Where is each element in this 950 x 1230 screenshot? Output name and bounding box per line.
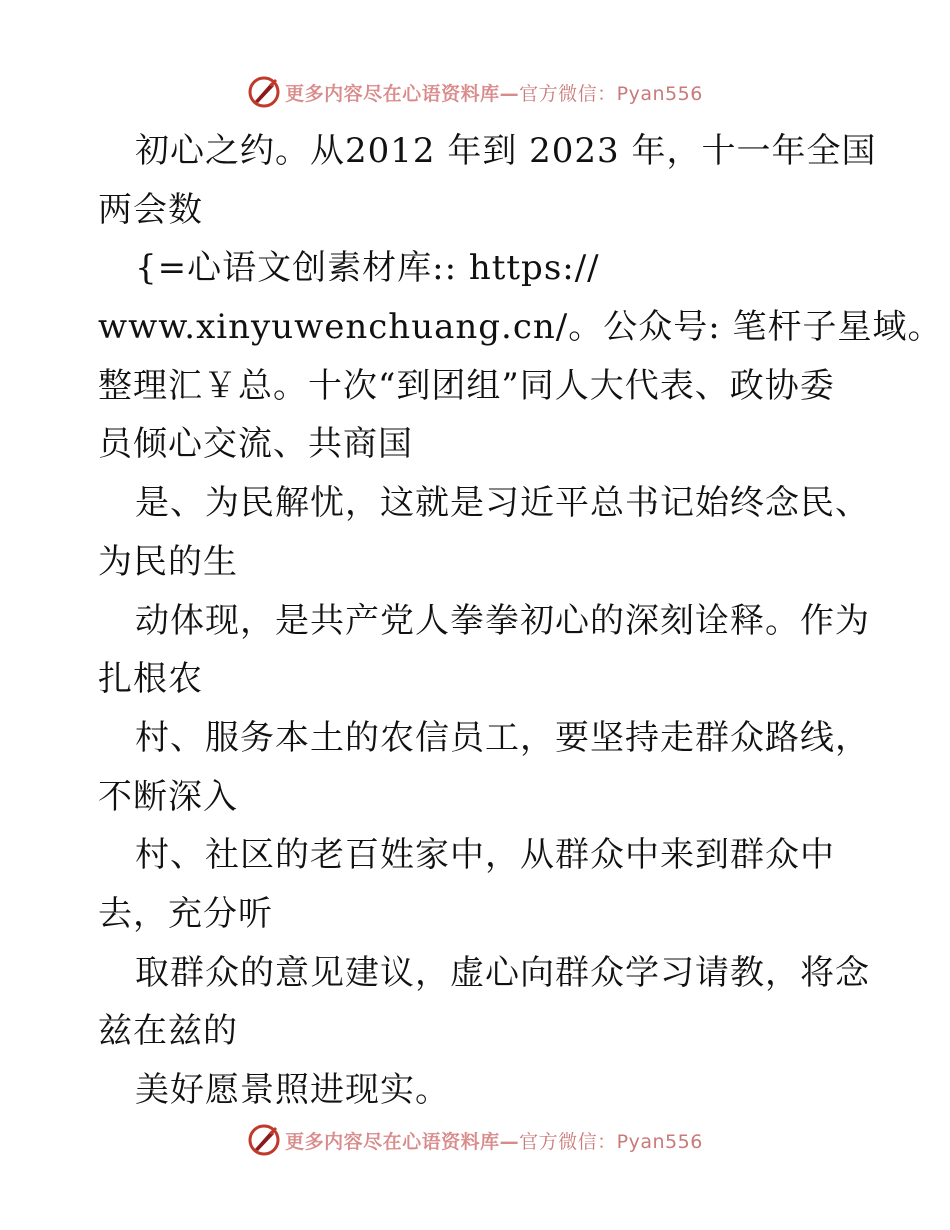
text-line: 兹在兹的 <box>98 1011 238 1052</box>
text-line: 村、社区的老百姓家中，从群众中来到群众中 <box>135 835 835 876</box>
text-line: 去，充分听 <box>98 893 273 934</box>
banner-text <box>285 1127 703 1154</box>
banner-wechat: 官方微信：Pyan556 <box>519 82 703 105</box>
banner-wechat: 官方微信：Pyan556 <box>519 1130 703 1153</box>
text-line: 扎根农 <box>98 659 203 700</box>
banner-text <box>285 79 703 106</box>
text-line: 是、为民解忧，这就是习近平总书记始终念民、 <box>135 483 870 524</box>
text-line: 村、服务本土的农信员工，要坚持走群众路线， <box>135 717 870 758</box>
text-line: www.xinyuwenchuang.cn/。公众号: 笔杆子星域。 <box>98 307 943 348</box>
text-line: 整理汇￥总。十次“到团组”同人大代表、政协委 <box>98 365 835 406</box>
banner-slogan: 更多内容尽在心语资料库— <box>285 82 520 105</box>
quill-logo-icon <box>247 75 281 109</box>
footer-banner <box>0 1118 950 1162</box>
text-line: 美好愿景照进现实。 <box>135 1070 450 1110</box>
text-line: 两会数 <box>98 189 203 230</box>
text-line: 员倾心交流、共商国 <box>98 424 413 465</box>
document-body <box>98 122 943 1120</box>
banner-slogan: 更多内容尽在心语资料库— <box>285 1130 520 1153</box>
text-line: {=心语文创素材库:: https:// <box>135 248 600 289</box>
text-line: 动体现，是共产党人拳拳初心的深刻诠释。作为 <box>135 600 870 641</box>
text-line: 取群众的意见建议，虚心向群众学习请教，将念 <box>135 952 870 993</box>
text-line: 初心之约。从2012 年到 2023 年，十一年全国 <box>135 131 877 171</box>
header-banner <box>0 70 950 114</box>
text-line: 不断深入 <box>98 776 238 817</box>
quill-logo-icon <box>247 1123 281 1157</box>
text-line: 为民的生 <box>98 541 238 582</box>
